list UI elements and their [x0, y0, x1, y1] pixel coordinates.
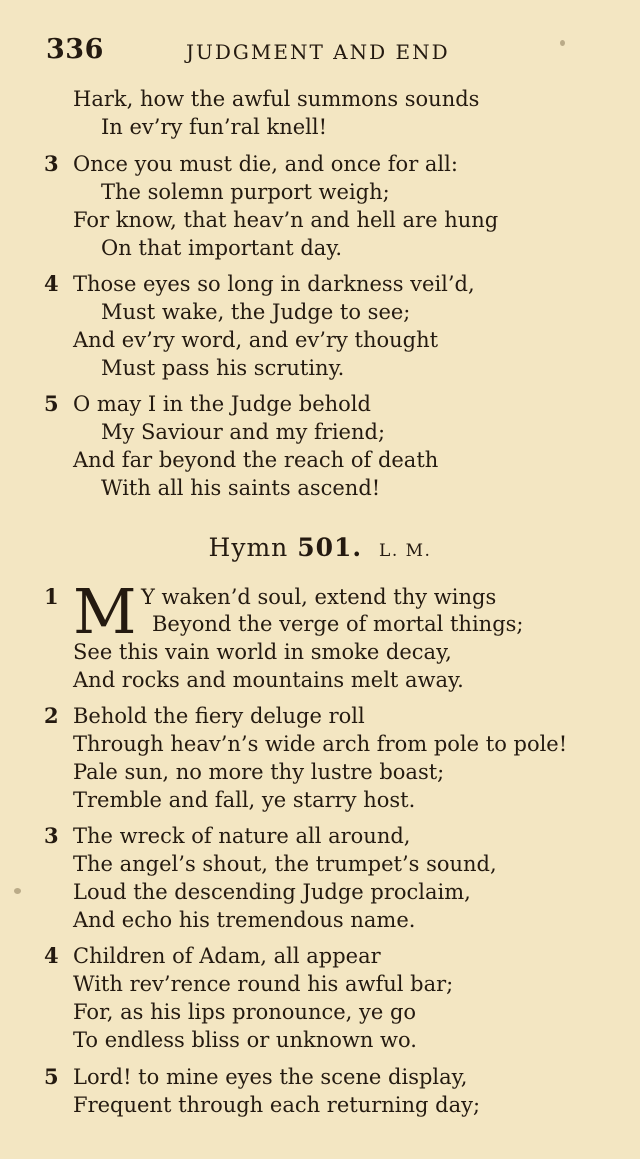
verse-number: 1 — [44, 584, 59, 609]
hymn-meter: L. M. — [379, 541, 432, 561]
hymn-number: 501. — [297, 533, 363, 562]
verse-line: Behold the fiery deluge roll — [73, 704, 365, 728]
verse-line: Frequent through each returning day; — [73, 1093, 481, 1117]
verse-line: Lord! to mine eyes the scene display, — [73, 1065, 468, 1089]
hymn-label: Hymn — [208, 533, 289, 562]
verse-line: With rev’rence round his awful bar; — [73, 972, 454, 996]
verse-line: Once you must die, and once for all: — [73, 152, 458, 176]
verse-line: For, as his lips pronounce, ye go — [73, 1000, 417, 1024]
verse-line: Loud the descending Judge proclaim, — [73, 880, 471, 904]
verse-line: On that important day. — [101, 236, 343, 260]
verse-line: Y waken’d soul, extend thy wings — [141, 585, 497, 609]
verse-line: Through heav’n’s wide arch from pole to pole! — [73, 732, 568, 756]
verse-line: See this vain world in smoke decay, — [73, 640, 452, 664]
verse-line: The wreck of nature all around, — [73, 824, 411, 848]
page-header — [46, 34, 600, 74]
paper-blemish — [14, 888, 21, 894]
drop-cap: M — [73, 575, 137, 648]
verse-number: 3 — [44, 151, 59, 176]
verse-line: Hark, how the awful summons sounds — [73, 87, 480, 111]
verse-line: Those eyes so long in darkness veil’d, — [73, 272, 475, 296]
verse-number: 4 — [44, 943, 59, 968]
verse-number: 4 — [44, 271, 59, 296]
verse-line: And ev’ry word, and ev’ry thought — [73, 328, 439, 352]
verse-number: 3 — [44, 823, 59, 848]
verse-line: And rocks and mountains melt away. — [73, 668, 464, 692]
hymn-title — [0, 533, 640, 562]
running-title: JUDGMENT AND END — [186, 40, 450, 64]
verse-line: And far beyond the reach of death — [73, 448, 439, 472]
paper-blemish — [560, 40, 565, 46]
verse-line: The solemn purport weigh; — [101, 180, 390, 204]
verse-line: And echo his tremendous name. — [73, 908, 416, 932]
verse-line: To endless bliss or unknown wo. — [73, 1028, 417, 1052]
verse-line: Children of Adam, all appear — [73, 944, 381, 968]
verse-line: Beyond the verge of mortal things; — [152, 612, 524, 636]
verse-number: 2 — [44, 703, 59, 728]
verse-line: O may I in the Judge behold — [73, 392, 371, 416]
verse-number: 5 — [44, 391, 59, 416]
verse-line: Must pass his scrutiny. — [101, 356, 345, 380]
verse-line: The angel’s shout, the trumpet’s sound, — [73, 852, 497, 876]
verse-line: Must wake, the Judge to see; — [101, 300, 411, 324]
verse-line: In ev’ry fun’ral knell! — [101, 115, 328, 139]
verse-number: 5 — [44, 1064, 59, 1089]
verse-line: Tremble and fall, ye starry host. — [73, 788, 416, 812]
verse-line: For know, that heav’n and hell are hung — [73, 208, 499, 232]
page-number: 336 — [46, 34, 104, 65]
verse-line: My Saviour and my friend; — [101, 420, 386, 444]
verse-line: Pale sun, no more thy lustre boast; — [73, 760, 445, 784]
verse-line: With all his saints ascend! — [101, 476, 381, 500]
